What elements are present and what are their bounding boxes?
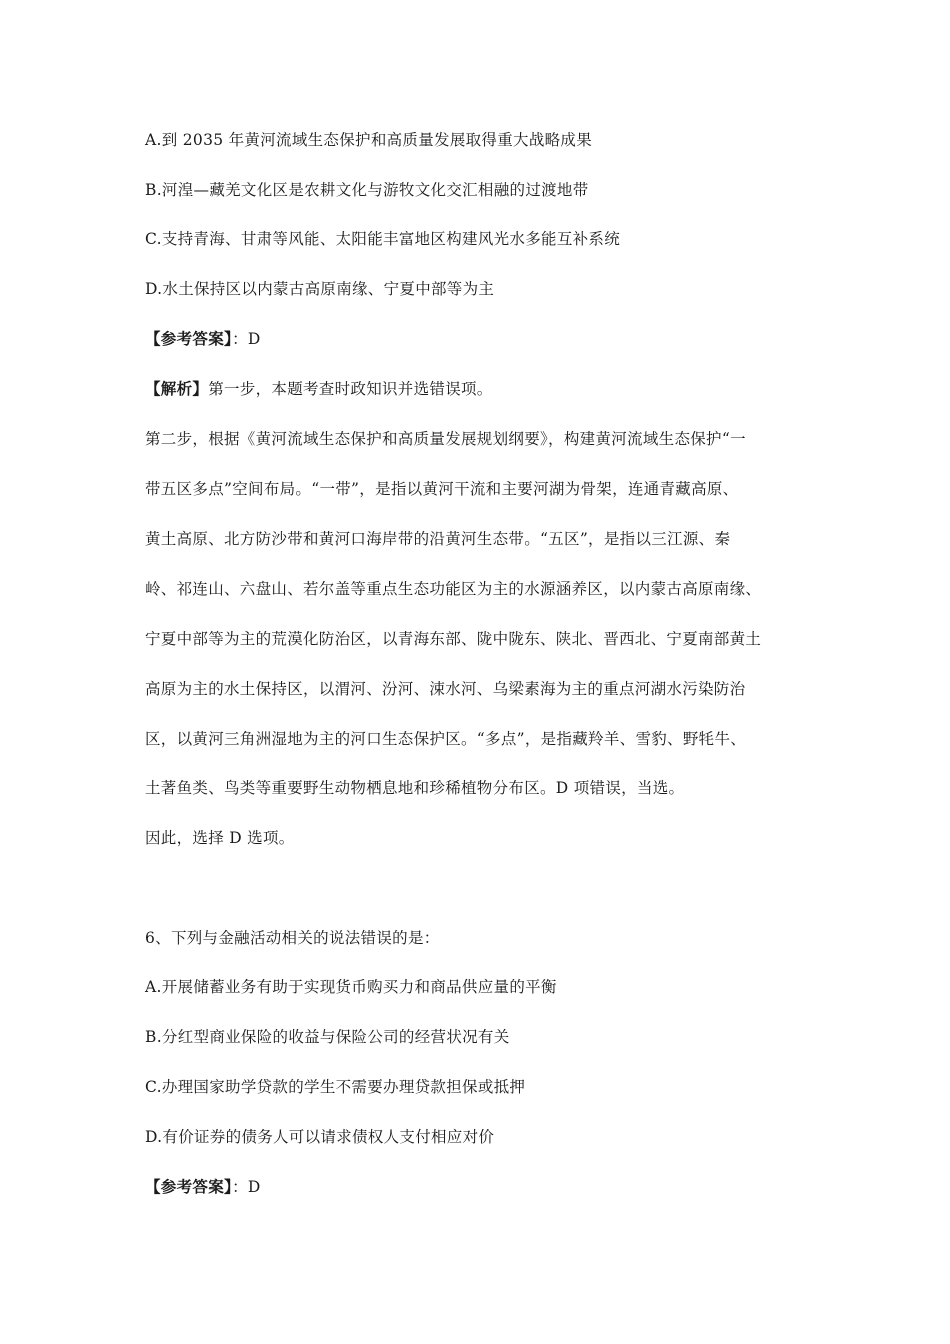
q5-answer-value: ：D [232, 330, 261, 348]
q5-conclusion: 因此，选择 D 选项。 [145, 829, 295, 847]
q6-answer-value: ：D [232, 1178, 261, 1196]
q6-question: 6、下列与金融活动相关的说法错误的是： [145, 929, 440, 947]
q5-answer [145, 329, 261, 349]
q5-analysis-line-4: 岭、祁连山、六盘山、若尔盖等重点生态功能区为主的水源涵养区，以内蒙古高原南缘、 [145, 580, 762, 598]
q6-answer [145, 1177, 261, 1197]
q5-analysis-step1 [145, 379, 493, 399]
q5-analysis-step1-text: 第一步，本题考查时政知识并选错误项。 [208, 380, 493, 398]
q5-analysis-line-6: 高原为主的水土保持区，以渭河、汾河、涑水河、乌梁素海为主的重点河湖水污染防治 [145, 680, 746, 698]
q6-option-c: C.办理国家助学贷款的学生不需要办理贷款担保或抵押 [145, 1078, 526, 1096]
q6-option-b: B.分红型商业保险的收益与保险公司的经营状况有关 [145, 1028, 510, 1046]
q5-analysis-line-8: 土著鱼类、鸟类等重要野生动物栖息地和珍稀植物分布区。D 项错误，当选。 [145, 779, 685, 797]
q5-analysis-line-5: 宁夏中部等为主的荒漠化防治区，以青海东部、陇中陇东、陕北、晋西北、宁夏南部黄土 [145, 630, 762, 648]
q6-answer-label: 【参考答案】 [145, 1177, 233, 1196]
q5-answer-label: 【参考答案】 [145, 329, 233, 348]
q6-option-d: D.有价证券的债务人可以请求债权人支付相应对价 [145, 1128, 495, 1146]
q5-analysis-label: 【解析】 [145, 379, 209, 398]
q5-option-a: A.到 2035 年黄河流域生态保护和高质量发展取得重大战略成果 [145, 131, 593, 149]
q5-option-b: B.河湟—藏羌文化区是农耕文化与游牧文化交汇相融的过渡地带 [145, 181, 589, 199]
q5-analysis-line-1: 第二步，根据《黄河流域生态保护和高质量发展规划纲要》，构建黄河流域生态保护“一 [145, 430, 746, 448]
q5-option-c: C.支持青海、甘肃等风能、太阳能丰富地区构建风光水多能互补系统 [145, 230, 621, 248]
q6-option-a: A.开展储蓄业务有助于实现货币购买力和商品供应量的平衡 [145, 978, 557, 996]
q5-option-d: D.水土保持区以内蒙古高原南缘、宁夏中部等为主 [145, 280, 495, 298]
q5-analysis-line-7: 区，以黄河三角洲湿地为主的河口生态保护区。“多点”，是指藏羚羊、雪豹、野牦牛、 [145, 730, 747, 748]
q5-analysis-line-3: 黄土高原、北方防沙带和黄河口海岸带的沿黄河生态带。“五区”，是指以三江源、秦 [145, 530, 731, 548]
q5-analysis-line-2: 带五区多点”空间布局。“一带”，是指以黄河干流和主要河湖为骨架，连通青藏高原、 [145, 480, 739, 498]
